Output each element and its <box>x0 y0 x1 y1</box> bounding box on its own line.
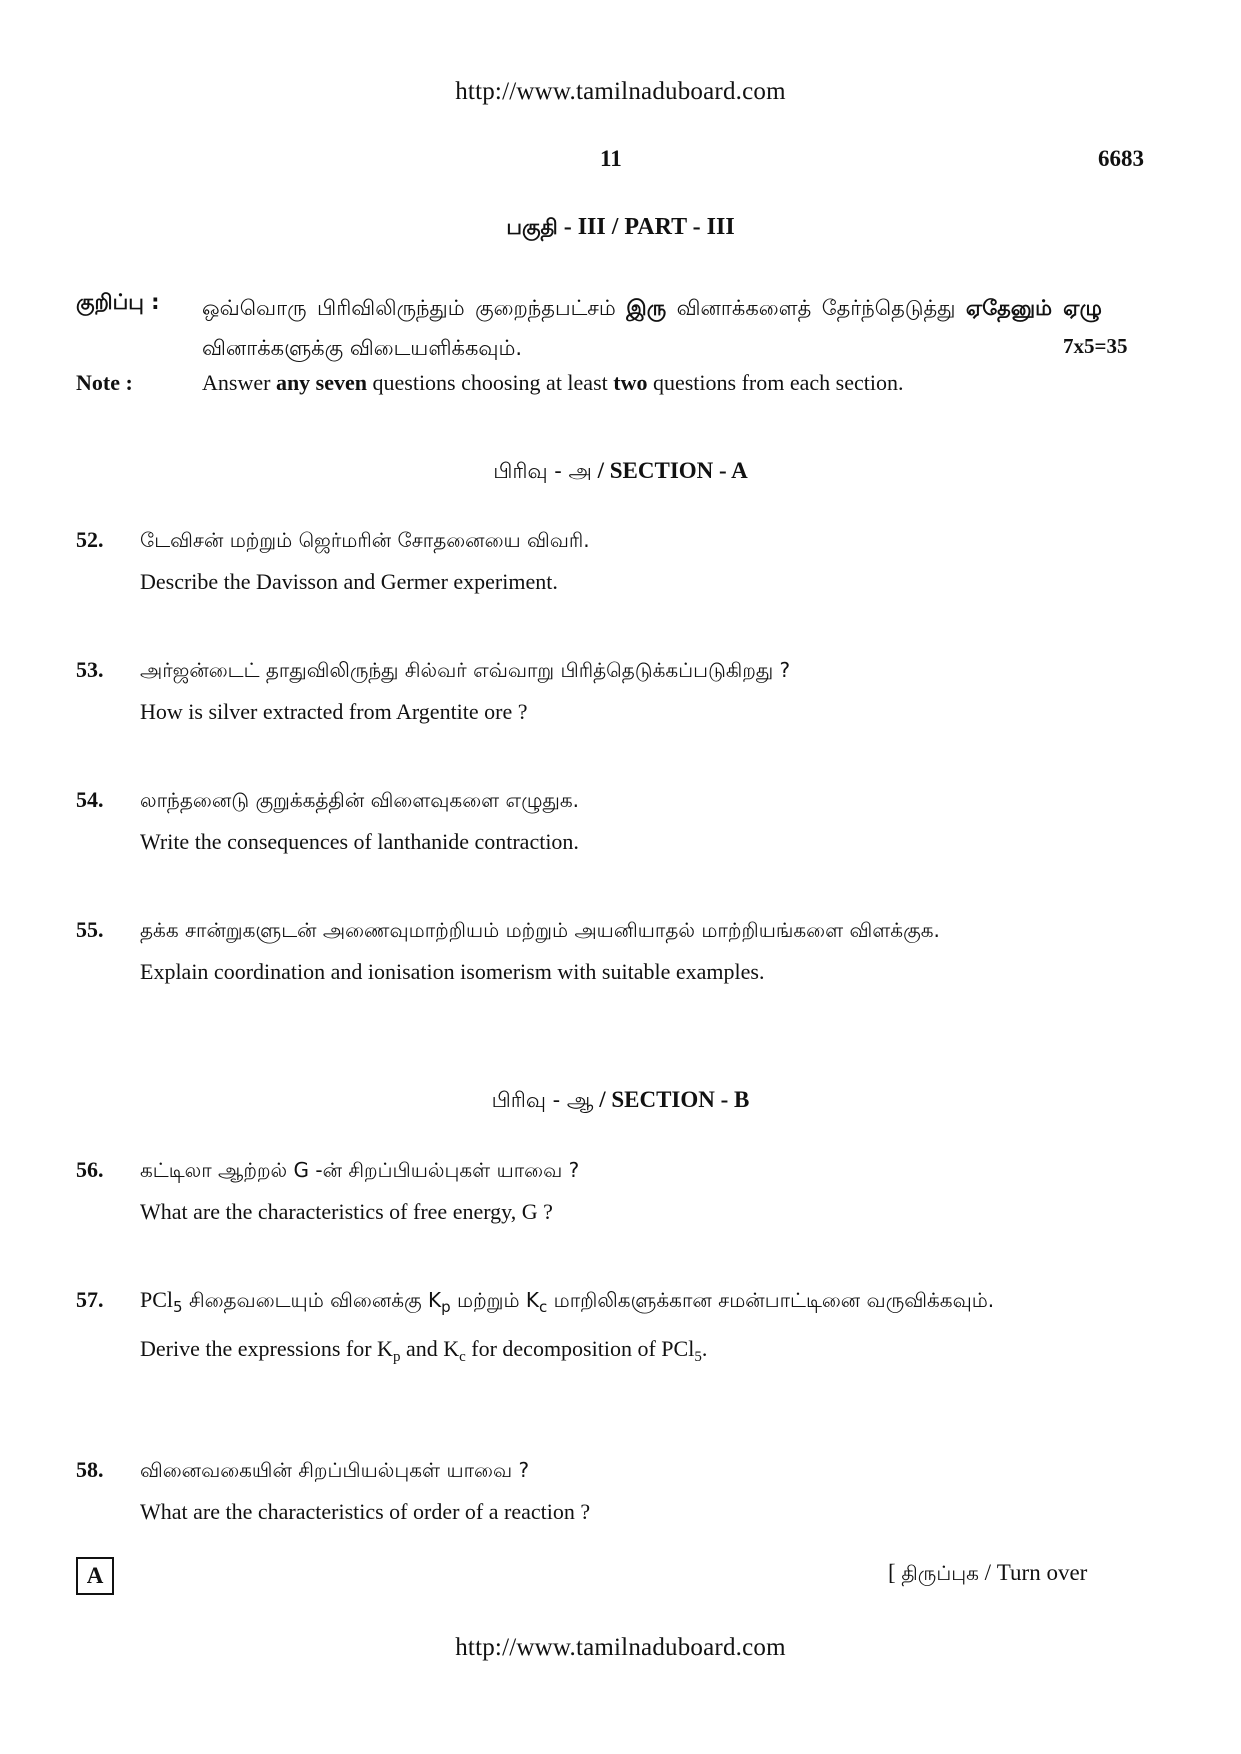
note-bold-2: two <box>613 370 648 395</box>
question-english: Write the consequences of lanthanide contraction. <box>140 829 579 854</box>
formula-pcl: PCl <box>140 1287 174 1312</box>
version-box: A <box>76 1557 114 1595</box>
instruction-tamil-part-2: வினாக்களைத் தேர்ந்தெடுத்து <box>676 296 956 320</box>
question-tamil: தக்க சான்றுகளுடன் அணைவுமாற்றியம் மற்றும் அயனியாதல் மாற்றியங்களை விளக்குக. <box>140 918 940 942</box>
question-english: What are the characteristics of free energy, G ? <box>140 1199 553 1224</box>
instruction-tamil-bold-1: இரு <box>626 296 667 320</box>
question-tamil: கட்டிலா ஆற்றல் G -ன் சிறப்பியல்புகள் யாவை ? <box>140 1158 580 1182</box>
question-english: Describe the Davisson and Germer experiment. <box>140 569 558 594</box>
header-url: http://www.tamilnaduboard.com <box>455 78 786 105</box>
question-english: Explain coordination and ionisation isomerism with suitable examples. <box>140 959 765 984</box>
subscript-c: c <box>459 1349 466 1365</box>
question-number: 56. <box>76 1157 104 1182</box>
note-part-2: questions choosing at least <box>372 370 608 395</box>
subscript-p: p <box>441 1298 451 1316</box>
question-tamil-part-3: மற்றும் K <box>457 1288 540 1312</box>
turn-over-label <box>888 1560 1087 1588</box>
question-tamil: லாந்தனைடு குறுக்கத்தின் விளைவுகளை எழுதுக. <box>140 788 580 812</box>
part-heading-tamil: பகுதி <box>506 215 558 239</box>
question-58 <box>76 1450 1166 1532</box>
section-a-english: / SECTION - A <box>597 458 748 483</box>
instruction-tamil-part-3: வினாக்களுக்கு விடையளிக்கவும். <box>202 336 523 360</box>
instruction-text-tamil <box>202 288 1102 368</box>
question-tamil: வினைவகையின் சிறப்பியல்புகள் யாவை ? <box>140 1458 530 1482</box>
subscript-p: p <box>392 1349 401 1365</box>
question-english-part-1: Derive the expressions for K <box>140 1336 393 1361</box>
note-bold-1: any seven <box>275 370 367 395</box>
question-number: 54. <box>76 787 104 812</box>
question-english-part-3: for decomposition of PCl <box>471 1336 695 1361</box>
part-heading-english: - III / PART - III <box>563 214 735 240</box>
subscript-5: 5 <box>173 1298 183 1316</box>
question-english-part-4: . <box>701 1336 708 1361</box>
question-tamil: அர்ஜன்டைட் தாதுவிலிருந்து சில்வர் எவ்வாறு பிரித்தெடுக்கப்படுகிறது ? <box>140 658 791 682</box>
section-b-english: / SECTION - B <box>599 1087 750 1112</box>
question-number: 57. <box>76 1287 104 1312</box>
question-number: 55. <box>76 917 104 942</box>
turn-over-english: / Turn over <box>984 1560 1088 1585</box>
instruction-tamil-part-1: ஒவ்வொரு பிரிவிலிருந்தும் குறைந்தபட்சம் <box>202 296 616 320</box>
question-number: 52. <box>76 527 104 552</box>
question-57 <box>76 1280 1166 1377</box>
note-part-1: Answer <box>202 370 271 395</box>
note-text <box>202 370 903 396</box>
question-number: 58. <box>76 1457 104 1482</box>
paper-code: 6683 <box>1098 146 1144 171</box>
question-english-part-2: and K <box>405 1336 460 1361</box>
section-b-heading <box>0 1087 1241 1115</box>
question-english <box>140 1329 1166 1377</box>
question-tamil-part-4: மாறிலிகளுக்கான சமன்பாட்டினை வருவிக்கவும். <box>553 1288 995 1312</box>
question-54 <box>76 780 1166 862</box>
instruction-label-tamil: குறிப்பு : <box>76 290 160 314</box>
turn-over-tamil: திருப்புக <box>901 1561 979 1585</box>
section-b-tamil: பிரிவு - ஆ <box>491 1088 594 1112</box>
question-number: 53. <box>76 657 104 682</box>
question-tamil <box>140 1280 1166 1327</box>
page-number: 11 <box>600 146 622 171</box>
marks-allocation: 7x5=35 <box>1063 334 1128 358</box>
question-55 <box>76 910 1166 992</box>
question-tamil: டேவிசன் மற்றும் ஜெர்மரின் சோதனையை விவரி. <box>140 528 590 552</box>
question-english: How is silver extracted from Argentite ore ? <box>140 699 528 724</box>
question-english: What are the characteristics of order of a reaction ? <box>140 1499 591 1524</box>
subscript-c: c <box>539 1298 548 1316</box>
question-53 <box>76 650 1166 732</box>
instruction-tamil-bold-2: ஏதேனும் ஏழு <box>965 296 1102 320</box>
footer-url: http://www.tamilnaduboard.com <box>455 1634 786 1661</box>
subscript-5: 5 <box>694 1349 702 1365</box>
question-tamil-part-2: சிதைவடையும் வினைக்கு K <box>188 1288 442 1312</box>
question-52 <box>76 520 1166 602</box>
note-label: Note : <box>76 370 133 395</box>
section-a-tamil: பிரிவு - அ <box>493 459 592 483</box>
question-56 <box>76 1150 1166 1232</box>
turn-over-bracket: [ <box>888 1560 896 1585</box>
section-a-heading <box>0 458 1241 486</box>
part-heading <box>0 214 1241 242</box>
note-part-3: questions from each section. <box>652 370 904 395</box>
